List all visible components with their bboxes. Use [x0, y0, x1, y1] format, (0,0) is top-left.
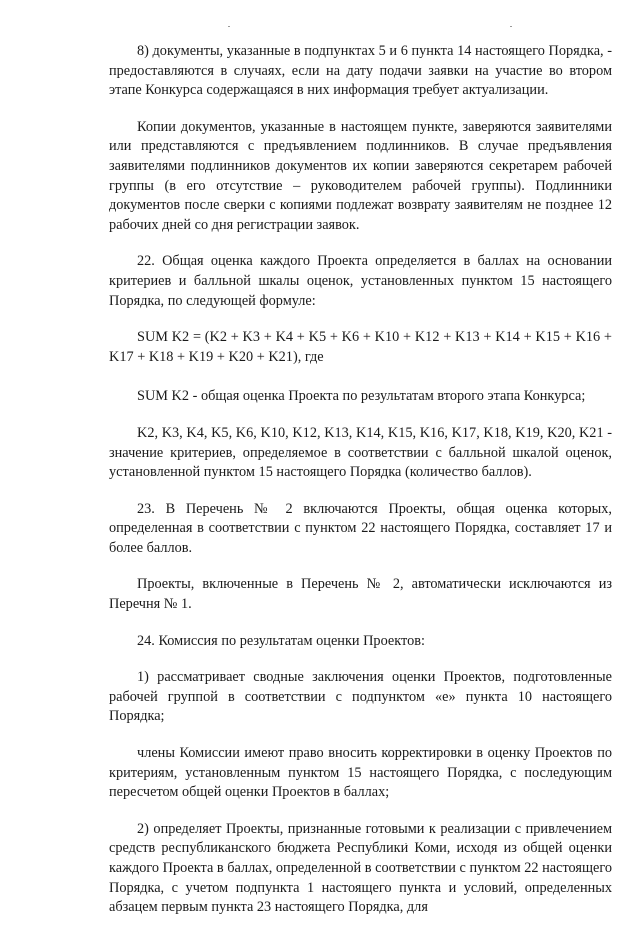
paragraph-22: 22. Общая оценка каждого Проекта определяется в баллах на основании критериев и балльной шкалы оценок, установленных пунктом 15 настоящего Порядка, по следующей формуле:	[109, 253, 612, 309]
paragraph-members: члены Комиссии имеют право вносить корректировки в оценку Проектов по критериям, установленным пунктом 15 настоящего Порядка, с последующим пересчетом общей оценки Проектов в баллах;	[109, 745, 612, 801]
formula-sum-k2: SUM K2 = (K2 + K3 + K4 + K5 + K6 + K10 + K12 + K13 + K14 + K15 + K16 + K17 + K18 + K19 + K20 + K21), где	[109, 329, 612, 365]
paragraph-criteria-definition: K2, K3, K4, K5, K6, K10, K12, K13, K14, K15, K16, K17, K18, K19, K20, K21 - значение критериев, определяемое в соответствии с балльной шкалой оценок, установленной пунктом 15 настоящего Порядка (количество баллов).	[109, 424, 612, 481]
paragraph-8-documents: 8) документы, указанные в подпунктах 5 и 6 пункта 14 настоящего Порядка, - предоставляются в случаях, если на дату подачи заявки на участие во втором этапе Конкурса содержащаяся в них информация требует актуализации.	[109, 43, 612, 99]
paragraph-copies: Копии документов, указанные в настоящем пункте, заверяются заявителями или представляются с предъявлением подлинников. В случае предъявления заявителями подлинников документов их копии заверяются секретарем рабочей группы (в его отсутствие – руководителем рабочей группы). Подлинники документов после сверки с копиями подлежат возврату заявителям не позднее 12 рабочих дней со дня регистрации заявок.	[109, 118, 612, 233]
paragraph-excluded: Проекты, включенные в Перечень № 2, автоматически исключаются из Перечня № 1.	[109, 576, 612, 613]
document-page	[109, 42, 612, 935]
paragraph-23: 23. В Перечень № 2 включаются Проекты, общая оценка которых, определенная в соответствии с пунктом 22 настоящего Порядка, составляет 17 и более баллов.	[109, 500, 612, 556]
paragraph-24: 24. Комиссия по результатам оценки Проектов:	[137, 632, 425, 649]
paragraph-24-2: 2) определяет Проекты, признанные готовыми к реализации с привлечением средств республиканского бюджета Республики Коми, исходя из общей оценки каждого Проекта в баллах, определенной в соответствии с пунктом 22 настоящего Порядка, с учетом подпункта 1 настоящего пункта и условий, определенных абзацем первым пункта 23 настоящего Порядка, для	[109, 820, 612, 916]
scan-speck	[228, 26, 230, 27]
paragraph-sum-definition: SUM K2 - общая оценка Проекта по результатам второго этапа Конкурса;	[137, 388, 586, 405]
scan-speck	[510, 26, 512, 27]
paragraph-24-1: 1) рассматривает сводные заключения оценки Проектов, подготовленные рабочей группой в соответствии с подпунктом «е» пункта 10 настоящего Порядка;	[109, 669, 612, 725]
